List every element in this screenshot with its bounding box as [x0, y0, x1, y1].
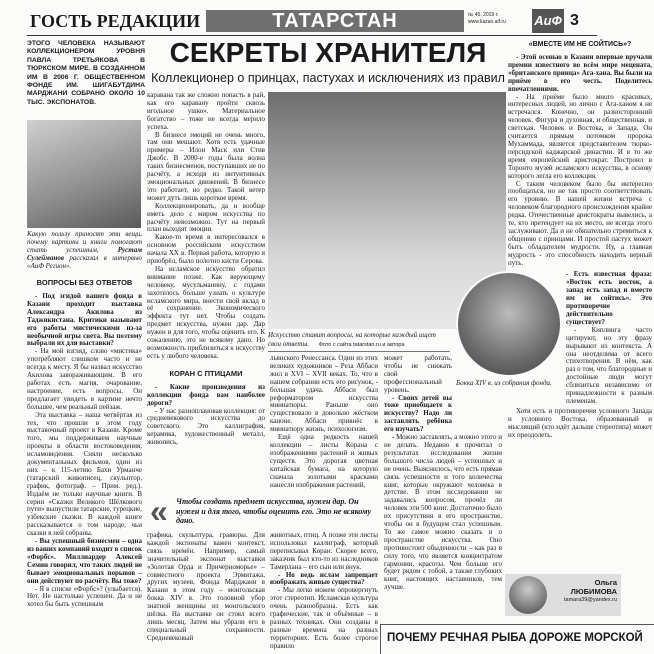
caption-text: Искусство ставит вопросы, на которые каждый ищет свои ответы.: [268, 331, 436, 348]
question: - Но ведь ислам запрещает изображать живые существа?: [270, 570, 378, 587]
bokka-caption: Бокка XIV в. из собрания фонда.: [456, 379, 552, 388]
lead-paragraph: ЭТОГО ЧЕЛОВЕКА НАЗЫВАЮТ КОЛЛЕКЦИОНЕРОМ УРОВНЯ ПАВЛА ТРЕТЬЯКОВА В ТЮРКСКОМ МИРЕ. В СОЗДАННОМ ИМ В 2006 Г. ОБЩЕСТВЕННОМ ФОНДЕ ИМ. ШИГАБУТДИНА МАРДЖАНИ СОБРАНО ОКОЛО 10 ТЫС. ЭКСПОНАТОВ.: [27, 40, 145, 106]
answer: - Можно заставлять, а можно этого и не делать. Недавно я прочитал о результатах исследования жизни большого числа людей – успешных и не очень. Выяснилось, что есть прямая связь успешности и того количества книг, которые окружают человека в детстве. В этом исследовании не задавались вопросом, прочёл ли человек эти 500 книг. Достаточно было их присутствия в его пространстве, чтобы он в будущем стал успешным. То же самое можно сказать и о пространстве искусства. Оно противостоит обыденности – как раз в силу того, что является концентратом гармонии, красоты. Чем больше его будет рядом с тобой, а также глубоких книг, настоящих наставников, тем лучше.: [384, 433, 502, 592]
answer: - У нас разноплановая коллекция: от средневекового искусства до советского. Это каллиграфия, керамика, художественный металл, живопись,: [147, 406, 265, 447]
page-number: 3: [570, 12, 579, 29]
author-email[interactable]: tamara39@yandex.ru: [564, 597, 617, 603]
subheading-east-west: «ВМЕСТЕ ИМ НЕ СОЙТИСЬ»?: [528, 41, 632, 48]
paragraph: Коллекционировать, да и вообще иметь дело с миром искусства по расчёту невозможно. Тут на первый план выходят эмоции.: [147, 201, 265, 234]
pull-quote: [150, 493, 378, 529]
photo-caption: [268, 331, 450, 350]
column-5-top: [508, 40, 652, 267]
issue-number: № 45, 2019 г.: [468, 12, 499, 18]
column-5: [456, 40, 652, 440]
paragraph: каравана так же сложно попасть в рай, как его каравану пройти сквозь игольное ушко». Материальное богатство – тоже не всегда мерило успеха.: [147, 91, 265, 131]
intro-text: [27, 231, 142, 271]
column-2: [147, 92, 265, 447]
column-3-bottom: [270, 532, 378, 651]
question: - Под эгидой вашего фонда в Казани проходит выставка Александра Акилова из Таджикистана. Критики называют его работы мистическими из-за необычной игры света. Вы поэтому выбрали их для выставки?: [27, 292, 142, 348]
intro-part: Какую пользу приносят эти вещи, почему картины и книги помогают стать успешным,: [27, 230, 142, 254]
answer: - На мой взгляд, слово «мистика» употребляют слишком часто и не всегда к месту. Я бы назвал искусство Акилова завораживающим. В его работах есть магия, очарование, настроение, есть вопросы. Он предлагает увидеть в картине нечто большее, чем реальный пейзаж.: [27, 347, 142, 411]
site-link[interactable]: www.kazan.aif.ru: [468, 19, 506, 25]
next-article-box: [380, 624, 654, 654]
header-divider: [27, 35, 597, 36]
subheading-questions: ВОПРОСЫ БЕЗ ОТВЕТОВ: [36, 278, 133, 287]
answer: Эта выставка – наша четвёртая из тех, что прошли в этом году выставочный проект в Казани. Кроме того, мы поддерживаем научные проекты в области востоковедения, исламоведения. Сняли несколько документальных фильмов, один из них – к 115-летию Бахи Урманче (татарский живописец, скульптор, график, фотограф. – Прим. ред.). Издаём не только научные книги. В серии «Сказки Великого Шёлкового пути» выпустили татарские, турецкие, узбекские сказки. В каждой книге рассказывается о том народе, чьи сказки в ней собраны.: [27, 410, 142, 538]
portrait-photo: [27, 120, 141, 228]
answer: С таким человеком было бы интересно пообщаться, но не так просто соответствовать его уровню. В нашей жизни встреча с человеком благородного происхождения крайне редка. Отечественные аристократы вывелись, а те, кто претендует на их место, не всегда этого заслуживают. Да и не обязательно стремиться к общению с принцами. И простой пастух может быть обладателем мудрости. Ну, а главная мудрость - это способность находить верный путь.: [508, 179, 652, 267]
author-last-name: ЛЮБИМОВА: [570, 587, 617, 596]
caption-divider: [268, 351, 450, 352]
photo-credit: Фото с сайта tatarstan.ru и автора: [318, 342, 405, 348]
answer: - Я в списке «Форбс»? (улыбается). Нет. Не настолько успешен. Да и не хотел бы быть успешным: [27, 584, 142, 609]
paragraph: Ещё одна редкость нашей коллекции – листы Корана с изображениями растений и живых существ. Это дорогая цветная китайская бумага, на которую сначала золотыми красками нанесли изображения растений,: [270, 433, 378, 489]
next-article-title[interactable]: ПОЧЕМУ РЕЧНАЯ РЫБА ДОРОЖЕ МОРСКОЙ: [387, 632, 643, 644]
subheading-koran: КОРАН С ПТИЦАМИ: [169, 368, 243, 378]
paragraph: животных, птиц. А позже эти листы использовал каллиграф, который переписывал Коран. Скорее всего, заказчик был кто-то из наследников Тамерлана – его сын или внук.: [270, 531, 378, 571]
article-subtitle: Коллекционер о принцах, пастухах и исключениях из правил: [151, 71, 505, 85]
answer: - Мы легко можем опровергнуть этот стереотип. Исламская культура очень разнообразна. Есть как графические, так и объёмные – в разных техниках. Они созданы в разные времена на разных территориях. Есть более строгое правило: [270, 586, 378, 650]
column-1: [27, 278, 142, 609]
column-3-top: [270, 355, 378, 489]
answer: - На приёме было много красивых, интересных людей, но лично с Ага-ханом я не встречался. Конечно, он разносторонний человек. Фигура и духовная, и общественная, и светская. Человек и Востока, и Запада. Он считается прямым потомком пророка Мухаммада, является представителем тюрко-персидской каджарской династии. И в то же время европейский аристократ. Построил в Торонто музей исламского искусства, в основу которого легла его коллекция.: [508, 92, 652, 180]
bokka-photo: [456, 271, 562, 377]
section-title: ГОСТЬ РЕДАКЦИИ: [30, 11, 201, 31]
question: - Вы успешный бизнесмен – одна из ваших компаний входит в список «Форбс». Миллиардер Алексей Семин говорил, что таких людей не бывает эмоциональных порывов – они действуют по расчёту. Вы тоже?: [27, 537, 142, 585]
question: - Есть известная фраза: «Восток есть восток, а запад есть запад и вместе им не сойтись». Это противоречие действительно существует?: [566, 270, 652, 326]
paragraph: льянского Ренессанса. Один из этих великих художников – Реза Аббаси жил в XVI – XVII веках. То, что в нашем собрании есть его рисунок, - большая удача. Аббаси был реформатором искусства миниатюры. Раньше оно существовало в довольно жёстком каноне. Аббаси привнёс в миниатюру жизнь, психологизм.: [270, 354, 378, 434]
interviewee-name: Рустам Сулейманов: [27, 245, 142, 262]
column-2-bottom: [147, 532, 265, 643]
author-first-name: Ольга: [594, 578, 617, 587]
region-banner: ТАТАРСТАН: [206, 10, 464, 32]
column-5-photo-row: [456, 270, 652, 405]
paragraph: Какое-то время я интересовался в основном российским искусством начала XX в. Первая работа, которую я приобрёл, было полотно кисти Серова.: [147, 233, 265, 266]
question: - Этой осенью в Казани впервые вручали премии известного во всём мире мецената, «британского принца» Ага-хана. Вы были на приёме в его честь. Поделитесь впечатлениями.: [508, 53, 652, 93]
article-title: СЕКРЕТЫ ХРАНИТЕЛЯ: [169, 37, 487, 68]
answer: - Киплинга часто цитируют, но эту фразу вырывают из контекста. А она неотделима от всего стихотворения. В нём, как раз о том, что благородные и достойные люди могут сблизиться независимо от принадлежности к разным племенам.: [566, 325, 652, 405]
paragraph: На исламское искусство обратил внимание позже. Как верующему человеку, мусульманину, с годами захотелось больше узнать о культуре исламского мира, внести свой вклад в её сохранение. Экономического эффекта тут нет. Чтобы создать предмет искусства, нужен дар. Дар нужен и для того, чтобы оценить его. К сожалению, это не всякому дано. Но возможность приблизиться к искусству есть у любого человека.: [147, 264, 265, 360]
quote-text: Чтобы создать предмет искусства, нужен дар. Он нужен и для того, чтобы оценить его. Это не всякому дано.: [176, 497, 372, 525]
bokka-figure: [456, 271, 562, 405]
paragraph: В бизнесе эмоций не очень много, там они мешают. Хотя есть удачные примеры – Илон Маск или Стив Джобс. В 2000-е годы была волна таких бизнесменов, поступавших не по расчёту, а исходя из интуитивных эмоциональных движений. В бизнесе это работает, но редко. Такой ветер может дуть лишь короткое время.: [147, 130, 265, 202]
intro-part: рассказал в интервью «АиФ Регион».: [27, 253, 142, 270]
column-5-bottom: [508, 408, 652, 440]
paragraph: графика, скульптура, гравюры. Для каждой экспонаты важен контекст, связь времён. Например, самый значительный экспонат выставки «Золотая Орда и Причерноморье» – совместного проекта Эрмитажа, других музеев, Фонда Марджани в Казани в этом году – монгольская бокка XIV в. Это головной убор знатной женщины из монгольского шёлка. На выставке он стоял всего лишь месяц. Затем мы убрали его в специальный сохранности. Средневековый: [147, 531, 265, 642]
aif-logo: АиФ: [532, 9, 564, 33]
column-5-wrap: [566, 271, 652, 405]
quote-chevron-icon: «: [150, 493, 168, 529]
question: - Какие произведения из коллекции фонда вам наиболее дороги?: [147, 382, 265, 407]
question: - Своих детей вы тоже приобщаете к искусству? Надо ли заставлять ребёнка его изучать?: [384, 393, 452, 434]
paragraph: может работать, чтобы не снижать свой профессиональный уровень.: [384, 354, 452, 394]
author-box: [505, 574, 621, 616]
issue-info: [468, 12, 530, 26]
author-photo: [509, 576, 547, 614]
answer: Хотя есть и противоречия условного Запада и условного Востока, образованный и мыслящий (кто идёт дальше стереотипа) может их преодолеть.: [508, 406, 652, 439]
